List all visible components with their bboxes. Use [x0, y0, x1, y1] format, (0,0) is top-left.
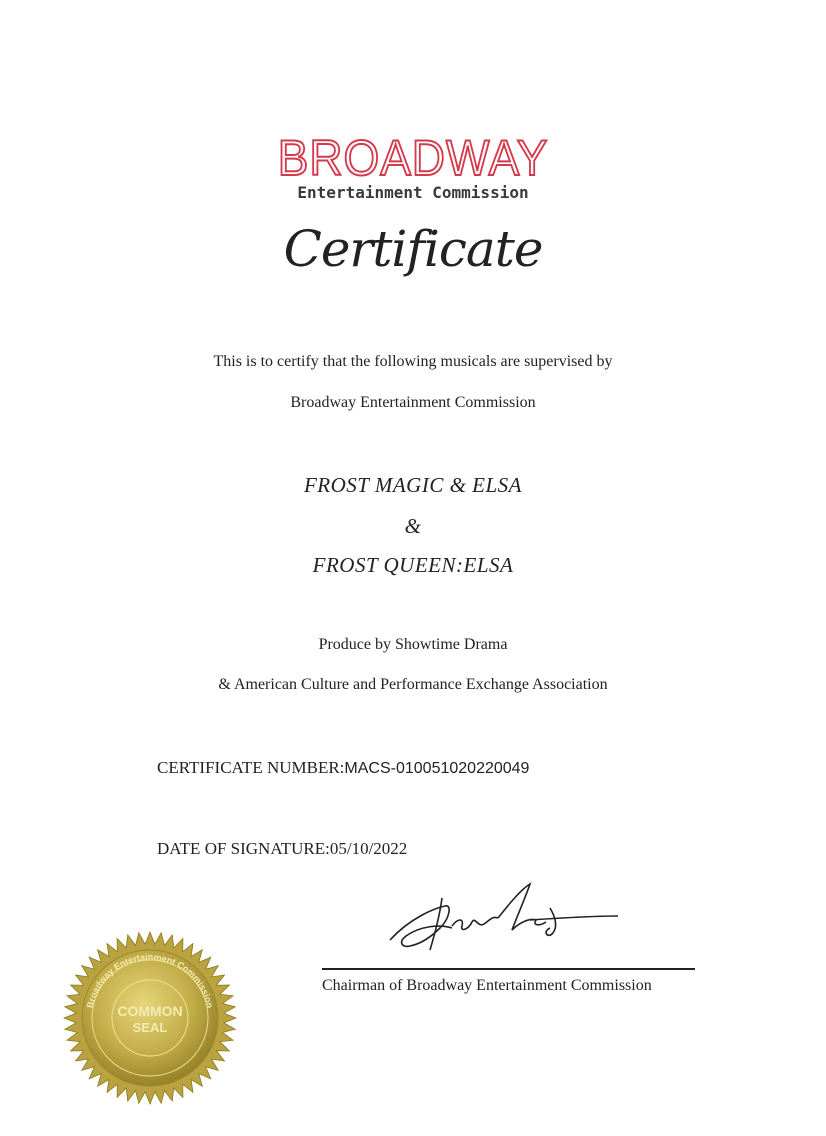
date-of-signature-value: 05/10/2022	[329, 839, 408, 858]
seal-ring-text: Broadway Entertainment Commission	[84, 951, 216, 1009]
common-seal-emblem	[62, 930, 238, 1106]
musical-title-1: FROST MAGIC & ELSA	[303, 473, 523, 497]
producer-line-1: Produce by Showtime Drama	[318, 636, 508, 653]
certificate-number-label: CERTIFICATE NUMBER:	[157, 758, 345, 777]
signatory-caption: Chairman of Broadway Entertainment Commission	[322, 977, 652, 994]
brand-subtitle: Entertainment Commission	[297, 183, 529, 202]
date-of-signature	[157, 839, 407, 859]
intro-line-2: Broadway Entertainment Commission	[290, 394, 536, 411]
musical-joiner: &	[404, 514, 422, 538]
certificate-number-value: MACS-010051020220049	[344, 760, 530, 777]
brand-logo-text: BROADWAY	[277, 130, 549, 186]
certificate-title: Certificate	[283, 220, 543, 278]
header-logo	[0, 130, 826, 202]
seal-center-line-2: SEAL	[132, 1020, 168, 1035]
handwritten-signature	[380, 878, 630, 958]
intro-line-1: This is to certify that the following musicals are supervised by	[213, 353, 613, 370]
musical-title-2: FROST QUEEN:ELSA	[312, 553, 514, 577]
producer-line-2: & American Culture and Performance Exchange Association	[218, 676, 608, 693]
seal-center-line-1: COMMON	[117, 1003, 183, 1019]
certificate-number	[157, 758, 529, 778]
date-of-signature-label: DATE OF SIGNATURE:	[157, 839, 330, 858]
signature-line	[322, 968, 695, 970]
